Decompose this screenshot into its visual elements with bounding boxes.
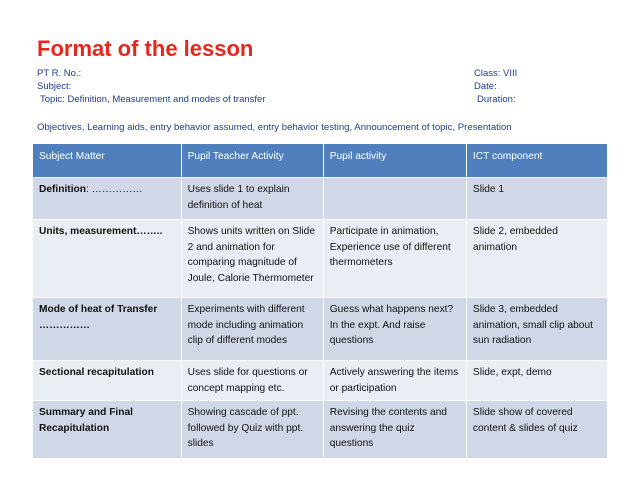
cell-ict-component: Slide, expt, demo bbox=[466, 361, 607, 401]
cell-subject-matter: Mode of heat of Transfer …………… bbox=[33, 298, 182, 361]
cell-pupil-activity: Actively answering the items or participation bbox=[323, 361, 466, 401]
objectives-line: Objectives, Learning aids, entry behavior assumed, entry behavior testing, Announcement of topic, Presentation bbox=[37, 122, 512, 133]
table-header-row bbox=[33, 144, 608, 178]
cell-teacher-activity: Uses slide for questions or concept mapping etc. bbox=[181, 361, 323, 401]
cell-subject-matter bbox=[33, 178, 182, 220]
header-pupil-teacher-activity: Pupil Teacher Activity bbox=[181, 144, 323, 178]
cell-pupil-activity: Participate in animation, Experience use of different thermometers bbox=[323, 220, 466, 298]
header-subject-matter: Subject Matter bbox=[33, 144, 182, 178]
cell-teacher-activity: Experiments with different mode including animation clip of different modes bbox=[181, 298, 323, 361]
table-row bbox=[33, 298, 608, 361]
cell-subject-matter: Sectional recapitulation bbox=[33, 361, 182, 401]
subject-suffix-text: : …………… bbox=[85, 184, 143, 195]
cell-pupil-activity: Revising the contents and answering the quiz questions bbox=[323, 401, 466, 459]
cell-ict-component: Slide 3, embedded animation, small clip about sun radiation bbox=[466, 298, 607, 361]
class-label: Class: VIII bbox=[474, 68, 518, 79]
duration-label: Duration: bbox=[477, 94, 516, 105]
subject-label-text: Definition bbox=[39, 184, 86, 195]
table-row bbox=[33, 401, 608, 459]
cell-subject-matter: Summary and Final Recapitulation bbox=[33, 401, 182, 459]
topic-label: Topic: Definition, Measurement and modes of transfer bbox=[40, 94, 266, 105]
table-row bbox=[33, 220, 608, 298]
lesson-table bbox=[32, 143, 608, 459]
cell-teacher-activity: Shows units written on Slide 2 and animation for comparing magnitude of Joule, Calorie Thermometer bbox=[181, 220, 323, 298]
cell-ict-component: Slide show of covered content & slides of quiz bbox=[466, 401, 607, 459]
subject-label: Subject: bbox=[37, 81, 72, 92]
cell-teacher-activity: Uses slide 1 to explain definition of heat bbox=[181, 178, 323, 220]
cell-ict-component: Slide 1 bbox=[466, 178, 607, 220]
cell-pupil-activity bbox=[323, 178, 466, 220]
table-row bbox=[33, 361, 608, 401]
header-ict-component: ICT component bbox=[466, 144, 607, 178]
page-title: Format of the lesson bbox=[37, 36, 254, 61]
pt-no-label: PT R. No.: bbox=[37, 68, 82, 79]
cell-subject-matter: Units, measurement…….. bbox=[33, 220, 182, 298]
cell-ict-component: Slide 2, embedded animation bbox=[466, 220, 607, 298]
cell-teacher-activity: Showing cascade of ppt. followed by Quiz with ppt. slides bbox=[181, 401, 323, 459]
table-row bbox=[33, 178, 608, 220]
header-pupil-activity: Pupil activity bbox=[323, 144, 466, 178]
date-label: Date: bbox=[474, 81, 497, 92]
cell-pupil-activity: Guess what happens next? In the expt. And raise questions bbox=[323, 298, 466, 361]
